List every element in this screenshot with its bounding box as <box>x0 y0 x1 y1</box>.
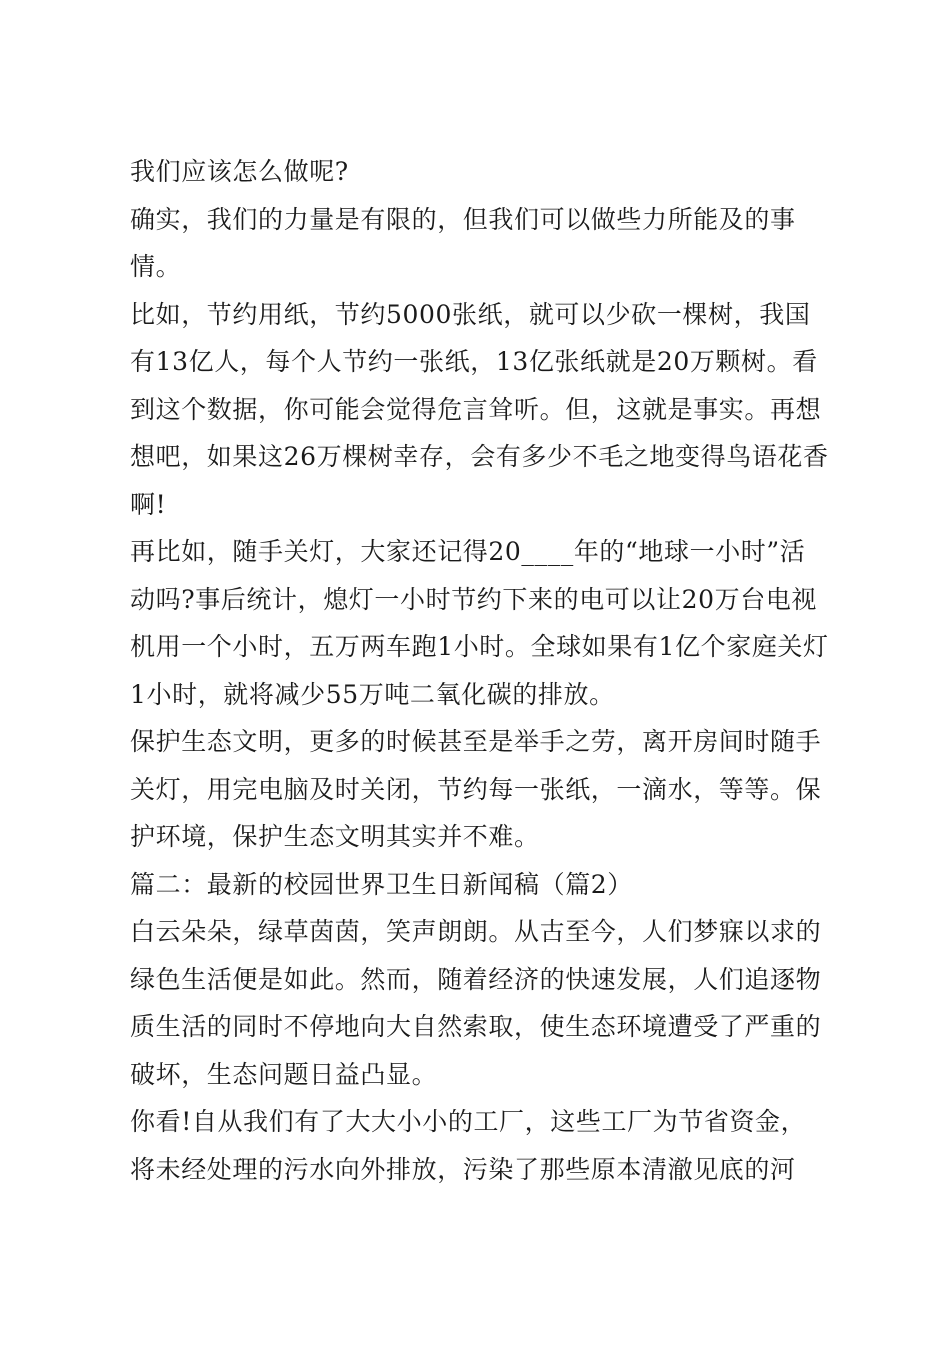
section-heading: 篇二：最新的校园世界卫生日新闻稿（篇2） <box>130 869 633 899</box>
paragraph: 确实，我们的力量是有限的，但我们可以做些力所能及的事情。 <box>130 204 796 281</box>
paragraph: 保护生态文明，更多的时候甚至是举手之劳，离开房间时随手关灯，用完电脑及时关闭，节约每一张纸，一滴水，等等。保护环境，保护生态文明其实并不难。 <box>130 727 822 851</box>
document-body <box>130 148 830 1193</box>
paragraph: 再比如，随手关灯，大家还记得20____年的“地球一小时”活动吗?事后统计，熄灯一小时节约下来的电可以让20万台电视机用一个小时，五万两车跑1小时。全球如果有1亿个家庭关灯1小时，就将减少55万吨二氧化碳的排放。 <box>130 537 829 709</box>
paragraph: 你看!自从我们有了大大小小的工厂，这些工厂为节省资金，将未经处理的污水向外排放，污染了那些原本清澈见底的河 <box>130 1107 807 1184</box>
paragraph: 比如，节约用纸，节约5000张纸，就可以少砍一棵树，我国有13亿人，每个人节约一张纸，13亿张纸就是20万颗树。看到这个数据，你可能会觉得危言耸听。但，这就是事实。再想想吧，如果这26万棵树幸存，会有多少不毛之地变得鸟语花香啊! <box>130 299 829 519</box>
paragraph: 我们应该怎么做呢? <box>130 157 349 186</box>
paragraph: 白云朵朵，绿草茵茵，笑声朗朗。从古至今，人们梦寐以求的绿色生活便是如此。然而，随着经济的快速发展，人们追逐物质生活的同时不停地向大自然索取，使生态环境遭受了严重的破坏，生态问题日益凸显。 <box>130 917 822 1089</box>
